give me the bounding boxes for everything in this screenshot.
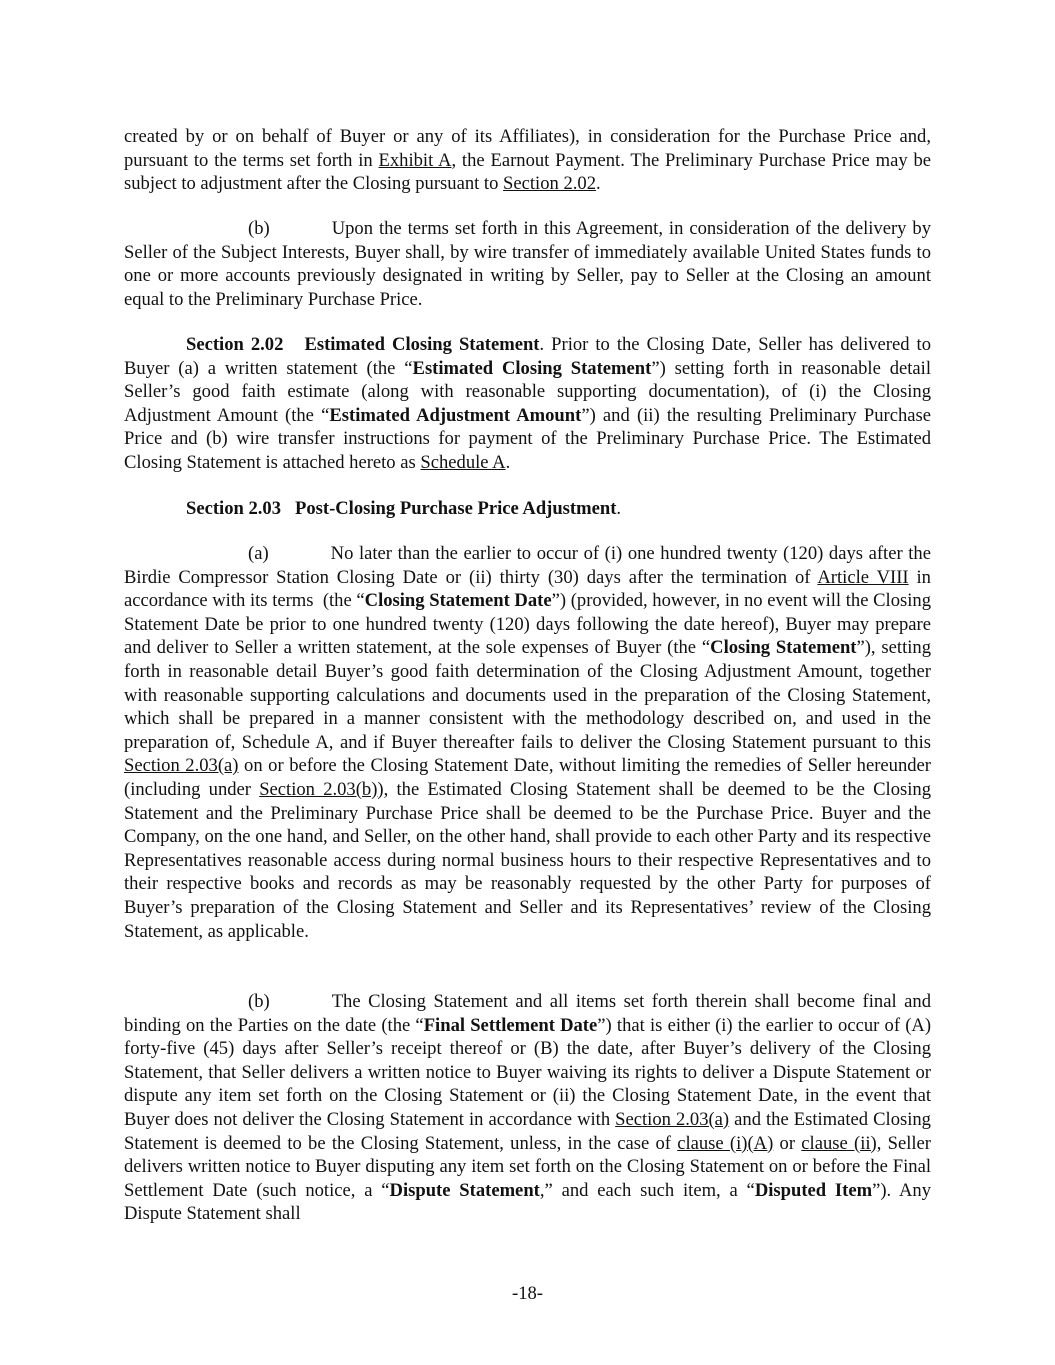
subsection-label: (b) [248,991,270,1012]
cross-reference-clause-ii: clause (ii) [801,1132,877,1154]
text: , the Earnout Payment. The Preliminary Purchase Price may be subject to adjustment after the Closing pursuant to [124,149,936,195]
text: Upon the terms set forth in this Agreement, in consideration of the delivery by Seller of the Subject Interests, Buyer shall, by wire transfer of immediately available United States funds to one or more accounts previously designated in writing by Seller, pay to Seller at the Closing an amount equal to the Preliminary Purchase Price. [124,218,936,310]
section-number: Section 2.03 [186,498,282,519]
text: created by or on behalf of Buyer or any of its Affiliates), in consideration for the Purchase Price and, pursuant to the terms set forth in [124,126,936,171]
text: ”) (provided, however, in no event will the Closing Statement Date be prior to one hundred twenty (120) days following the date hereof), Buyer may prepare and deliver to Seller a written statement, at the sole expenses of Buyer (the “ [124,590,936,659]
cross-reference-schedule-a: Schedule A [420,451,506,473]
defined-term: Closing Statement Date [364,590,552,612]
paragraph-subsection-b-final-settlement [124,990,936,1226]
defined-term: Dispute Statement [389,1179,540,1201]
paragraph-purchase-price-consideration [124,125,936,196]
section-title: Estimated Closing Statement [304,334,540,355]
text: ”) and (ii) the resulting Preliminary Purchase Price and (b) wire transfer instructions for payment of the Preliminary Purchase Price. The Estimated Closing Statement is attached hereto as [124,404,936,473]
defined-term: Estimated Adjustment Amount [329,404,582,426]
cross-reference-exhibit-a: Exhibit A [378,149,452,171]
text: . [505,451,511,473]
defined-term: Estimated Closing Statement [412,357,652,379]
cross-reference-section-2-03a: Section 2.03(a) [615,1108,730,1130]
text: in accordance with its terms (the “ [124,566,936,612]
text: , Seller delivers written notice to Buyer disputing any item set forth on the Closing Statement on or before the Final Settlement Date (such notice, a “ [124,1132,936,1201]
section-number: Section 2.02 [186,334,284,355]
text: . [596,173,601,195]
defined-term: Closing Statement [710,637,857,659]
cross-reference-section-2-02: Section 2.02 [503,173,597,195]
page-number: -18- [512,1283,543,1304]
text: or [773,1132,802,1154]
cross-reference-clause-i-a: clause (i)(A) [677,1132,774,1154]
text: The Closing Statement and all items set forth therein shall become final and binding on the Parties on the date (the “ [124,991,936,1036]
text: and the Estimated Closing Statement is deemed to be the Closing Statement, unless, in the case of [124,1108,936,1154]
text: ”), setting forth in reasonable detail Buyer’s good faith determination of the Closing Adjustment Amount, together with reasonable supporting calculations and documents used in the preparation of the Closing Statement, which shall be prepared in a manner consistent with the methodology described on, and used in the preparation of, Schedule A, and if Buyer thereafter fails to deliver the Closing Statement pursuant to this [124,637,936,753]
cross-reference-section-2-03a: Section 2.03(a) [124,755,239,777]
paragraph-subsection-a-closing-statement [124,542,936,943]
subsection-label: (a) [248,543,269,564]
text: . Prior to the Closing Date, Seller has delivered to Buyer (a) a written statement (the “ [124,334,936,379]
text: ), the Estimated Closing Statement shall be deemed to be the Closing Statement and the Preliminary Purchase Price shall be deemed to be the Purchase Price. Buyer and the Company, on the one hand, and Seller, on the other hand, shall provide to each other Party and its respective Representatives reasonable access during normal business hours to their respective Representatives and to their respective books and records as may be reasonably requested by the other Party for purposes of Buyer’s preparation of the Closing Statement and Seller and its Representatives’ review of the Closing Statement, as applicable. [124,778,936,942]
text: ”). Any Dispute Statement shall [124,1179,936,1225]
text: ”) setting forth in reasonable detail Seller’s good faith estimate (along with reasonable supporting documentation), of (i) the Closing Adjustment Amount (the “ [124,357,936,426]
heading-section-2-03 [124,497,931,521]
cross-reference-article-viii: Article VIII [817,566,909,588]
paragraph-section-2-02 [124,333,936,475]
text: ”) that is either (i) the earlier to occur of (A) forty-five (45) days after Seller’s receipt thereof or (B) the date, after Buyer’s delivery of the Closing Statement, that Seller delivers a written notice to Buyer waiving its rights to deliver a Dispute Statement or dispute any item set forth on the Closing Statement or (ii) the Closing Statement Date, in the event that Buyer does not deliver the Closing Statement in accordance with [124,1014,936,1130]
section-title: Post-Closing Purchase Price Adjustment [294,498,617,519]
text: . [616,498,622,519]
subsection-label: (b) [248,218,270,239]
text: ,” and each such item, a “ [539,1179,755,1201]
text: on or before the Closing Statement Date, without limiting the remedies of Seller hereunder (including under [124,755,936,800]
defined-term: Final Settlement Date [423,1014,598,1036]
paragraph-subsection-b-payment [124,217,936,311]
text: No later than the earlier to occur of (i) one hundred twenty (120) days after the Birdie Compressor Station Closing Date or (ii) thirty (30) days after the termination of [124,543,936,588]
cross-reference-section-2-03b: Section 2.03(b) [259,778,378,800]
defined-term: Disputed Item [754,1179,873,1201]
